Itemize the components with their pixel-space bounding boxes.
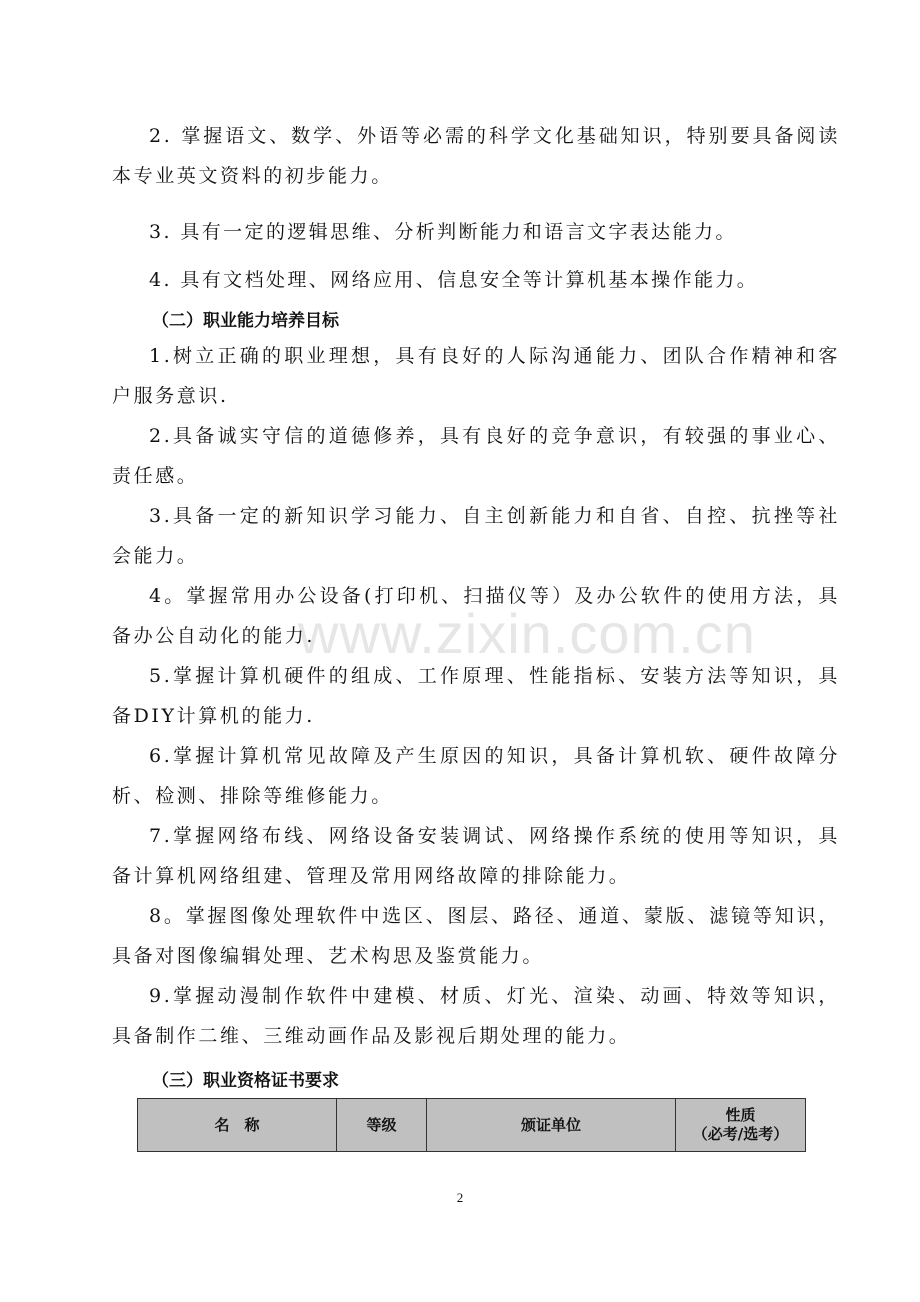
column-header-nature (676, 1099, 806, 1152)
section-heading-certificates: （三）职业资格证书要求 (152, 1071, 339, 1091)
ability-item-2: 2.具备诚实守信的道德修养，具有良好的竞争意识，有较强的事业心、责任感。 (112, 425, 840, 487)
column-header-nature-title: 性质 (725, 1106, 756, 1124)
certificate-table (137, 1098, 806, 1152)
column-header-nature-subtitle: （必考/选考） (692, 1125, 789, 1143)
section-heading-vocational-ability: （二）职业能力培养目标 (152, 311, 339, 331)
ability-item-7: 7.掌握网络布线、网络设备安装调试、网络操作系统的使用等知识，具备计算机网络组建、管理及常用网络故障的排除能力。 (112, 825, 840, 887)
ability-item-8: 8。掌握图像处理软件中选区、图层、路径、通道、蒙版、滤镜等知识，具备对图像编辑处理、艺术构思及鉴赏能力。 (112, 905, 840, 967)
ability-item-6: 6.掌握计算机常见故障及产生原因的知识，具备计算机软、硬件故障分析、检测、排除等维修能力。 (112, 745, 840, 807)
watermark: www.zixin.com.cn (298, 602, 756, 665)
ability-item-5: 5.掌握计算机硬件的组成、工作原理、性能指标、安装方法等知识，具备DIY计算机的能力. (112, 665, 840, 727)
ability-item-3: 3.具备一定的新知识学习能力、自主创新能力和自省、自控、抗挫等社会能力。 (112, 505, 840, 567)
ability-item-4: 4。掌握常用办公设备(打印机、扫描仪等）及办公软件的使用方法，具备办公自动化的能力. (112, 585, 840, 647)
table-header-row (138, 1099, 806, 1152)
ability-item-9: 9.掌握动漫制作软件中建模、材质、灯光、渲染、动画、特效等知识，具备制作二维、三维动画作品及影视后期处理的能力。 (112, 985, 840, 1047)
paragraph-2: 2. 掌握语文、数学、外语等必需的科学文化基础知识，特别要具备阅读本专业英文资料的初步能力。 (112, 125, 840, 187)
paragraph-4: 4. 具有文档处理、网络应用、信息安全等计算机基本操作能力。 (149, 269, 759, 291)
column-header-name: 名 称 (138, 1099, 337, 1152)
ability-item-1: 1.树立正确的职业理想，具有良好的人际沟通能力、团队合作精神和客户服务意识. (112, 345, 840, 407)
column-header-issuer: 颁证单位 (427, 1099, 676, 1152)
column-header-level: 等级 (337, 1099, 427, 1152)
certificate-table-container (137, 1098, 805, 1152)
paragraph-3: 3. 具有一定的逻辑思维、分析判断能力和语言文字表达能力。 (149, 221, 737, 243)
page-number: 2 (456, 1190, 464, 1205)
